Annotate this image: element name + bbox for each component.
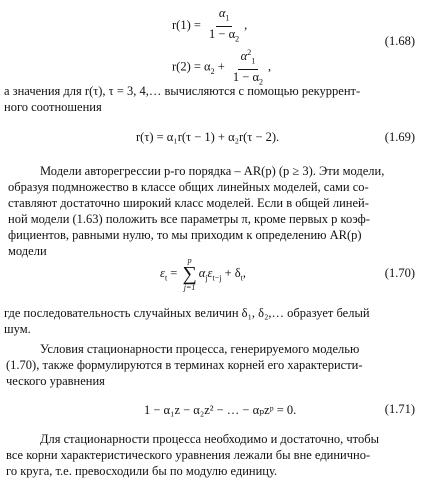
paragraph-line: модели	[8, 244, 47, 258]
text-line: ного соотношения	[4, 100, 102, 114]
equation-170: $\varepsilon_t$ = p ∑ j=1 $\alpha_j\varepsilon_{t-j} + \delta_t$,	[160, 256, 247, 292]
equation-r1: r(1) = $\frac{\alpha_1}{1 - \alpha_2}$ ,	[172, 6, 247, 46]
equation-169: r(τ) = α₁r(τ − 1) + α₂r(τ − 2).	[136, 130, 280, 144]
paragraph-line: го круга, т.е. превосходили бы по модулю единицу.	[6, 464, 278, 478]
paragraph-line: Условия стационарности процесса, генерируемого моделью	[40, 342, 360, 356]
paragraph-line: шум.	[4, 322, 31, 336]
equation-171: 1 − α₁z − α₂z² − … − αₚzᵖ = 0.	[144, 403, 297, 417]
r1-fraction: $\frac{\alpha_1}{1 - \alpha_2}$	[209, 6, 240, 43]
sum-symbol: p ∑ j=1	[182, 256, 197, 292]
r2-fraction: $\frac{\alpha^2_1}{1 - \alpha_2}$	[232, 48, 264, 87]
r1-lhs: r(1) =	[172, 17, 201, 32]
paragraph-line: Модели авторегрессии p-го порядка – AR(p) (p ≥ 3). Эти модели,	[40, 164, 385, 178]
equation-number-169: (1.69)	[384, 130, 415, 144]
paragraph-line: ставляют достаточно широкий класс моделей. Если в общей линей-	[8, 196, 369, 210]
paragraph-line: ной модели (1.63) положить все параметры π, кроме первых p коэф-	[8, 212, 370, 226]
paragraph-line: фициентов, равными нулю, то мы приходим к определению AR(p)	[8, 228, 362, 242]
paragraph-line: образуя подмножество в классе общих линейных моделей, сами со-	[8, 180, 369, 194]
paragraph-line: (1.70), также формулируются в терминах корней его характеристи-	[6, 358, 363, 372]
equation-number-171: (1.71)	[384, 402, 415, 416]
paragraph-line: все корни характеристического уравнения лежали бы вне единично-	[6, 448, 371, 462]
paragraph-line: ческого уравнения	[6, 374, 105, 388]
equation-number-168: (1.68)	[384, 34, 415, 48]
equation-number-170: (1.70)	[384, 266, 415, 280]
text-line: а значения для r(τ), τ = 3, 4,… вычисляются с помощью рекуррент-	[4, 84, 361, 98]
paragraph-line: где последовательность случайных величин δ₁, δ₂,… образует белый	[4, 306, 370, 320]
paragraph-line: Для стационарности процесса необходимо и достаточно, чтобы	[40, 432, 379, 446]
equation-r2: $r(2) = \alpha_2$ + $\frac{\alpha^2_1}{1 - \alpha_2}$ ,	[172, 46, 271, 89]
